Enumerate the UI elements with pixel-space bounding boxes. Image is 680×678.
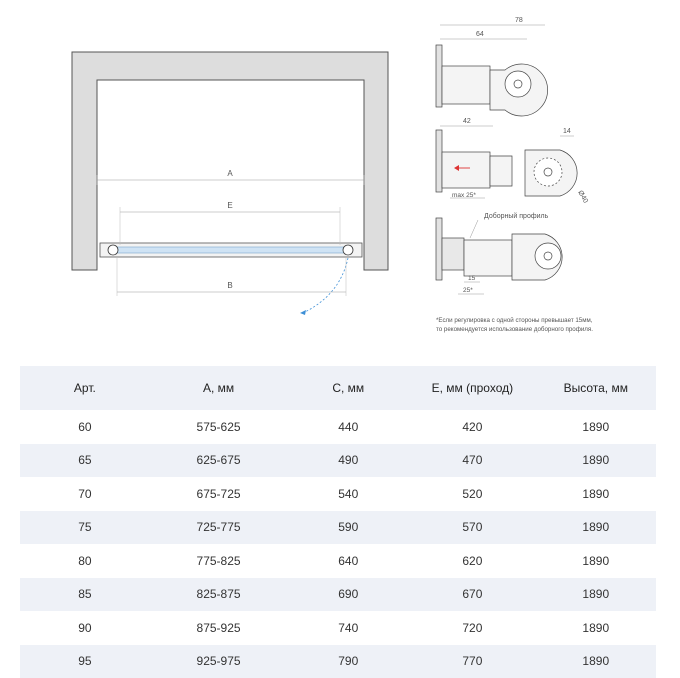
cell-art: 95 (20, 645, 150, 678)
cell-height: 1890 (536, 544, 656, 578)
header-e: E, мм (проход) (409, 366, 535, 410)
header-height: Высота, мм (536, 366, 656, 410)
header-a: A, мм (150, 366, 288, 410)
table-row (20, 578, 656, 612)
footnote-line-2: то рекомендуется использование доборного профиля. (436, 325, 676, 334)
cell-e: 470 (409, 444, 535, 478)
header-c: C, мм (287, 366, 409, 410)
cell-c: 740 (287, 611, 409, 645)
cell-art: 75 (20, 511, 150, 545)
dim-25-label: 25* (463, 287, 473, 294)
table-row (20, 444, 656, 478)
spec-table (20, 366, 656, 678)
cell-a: 825-875 (150, 578, 288, 612)
cell-a: 925-975 (150, 645, 288, 678)
max-label: max 25* (452, 192, 476, 199)
cell-art: 70 (20, 477, 150, 511)
cell-height: 1890 (536, 477, 656, 511)
cell-art: 85 (20, 578, 150, 612)
cell-a: 675-725 (150, 477, 288, 511)
cell-height: 1890 (536, 611, 656, 645)
cell-art: 65 (20, 444, 150, 478)
cell-height: 1890 (536, 410, 656, 444)
dim-42-label: 42 (463, 118, 471, 125)
cell-e: 520 (409, 477, 535, 511)
table-row (20, 544, 656, 578)
arrow-icon (300, 310, 306, 315)
cell-e: 720 (409, 611, 535, 645)
cell-e: 620 (409, 544, 535, 578)
footnote (436, 316, 676, 334)
dim-a-label: A (227, 169, 233, 178)
cell-c: 590 (287, 511, 409, 545)
dim-78-label: 78 (515, 17, 523, 24)
table-row (20, 477, 656, 511)
profile-detail-1 (436, 17, 548, 116)
cell-a: 625-675 (150, 444, 288, 478)
cell-e: 420 (409, 410, 535, 444)
dim-64-label: 64 (476, 31, 484, 38)
cell-a: 575-625 (150, 410, 288, 444)
cell-art: 60 (20, 410, 150, 444)
extension-profile-label: Доборный профиль (484, 212, 549, 220)
cell-height: 1890 (536, 578, 656, 612)
profile-detail-2 (436, 118, 589, 205)
cell-c: 490 (287, 444, 409, 478)
cell-a: 875-925 (150, 611, 288, 645)
dim-b-label: B (227, 281, 232, 290)
cell-a: 725-775 (150, 511, 288, 545)
cell-c: 790 (287, 645, 409, 678)
table-header-row (20, 366, 656, 410)
dim-40-label: Ø40 (576, 190, 589, 205)
cell-a: 775-825 (150, 544, 288, 578)
dim-15-label: 15 (468, 275, 476, 282)
niche-plan (72, 52, 388, 315)
cell-art: 80 (20, 544, 150, 578)
glass-panel (116, 247, 346, 253)
profile-detail-3 (436, 212, 562, 294)
table-row (20, 511, 656, 545)
cell-e: 570 (409, 511, 535, 545)
dim-14-label: 14 (563, 128, 571, 135)
header-art: Арт. (20, 366, 150, 410)
cell-c: 440 (287, 410, 409, 444)
cell-c: 540 (287, 477, 409, 511)
cell-c: 690 (287, 578, 409, 612)
cell-e: 770 (409, 645, 535, 678)
cell-e: 670 (409, 578, 535, 612)
table-row (20, 410, 656, 444)
dim-e-label: E (227, 201, 232, 210)
right-hinge-icon (343, 245, 353, 255)
table-row (20, 611, 656, 645)
footnote-line-1: *Если регулировка с одной стороны превышает 15мм, (436, 316, 676, 325)
opening-arc (303, 258, 348, 313)
cell-height: 1890 (536, 444, 656, 478)
cell-height: 1890 (536, 645, 656, 678)
left-hinge-icon (108, 245, 118, 255)
cell-height: 1890 (536, 511, 656, 545)
cell-art: 90 (20, 611, 150, 645)
cell-c: 640 (287, 544, 409, 578)
